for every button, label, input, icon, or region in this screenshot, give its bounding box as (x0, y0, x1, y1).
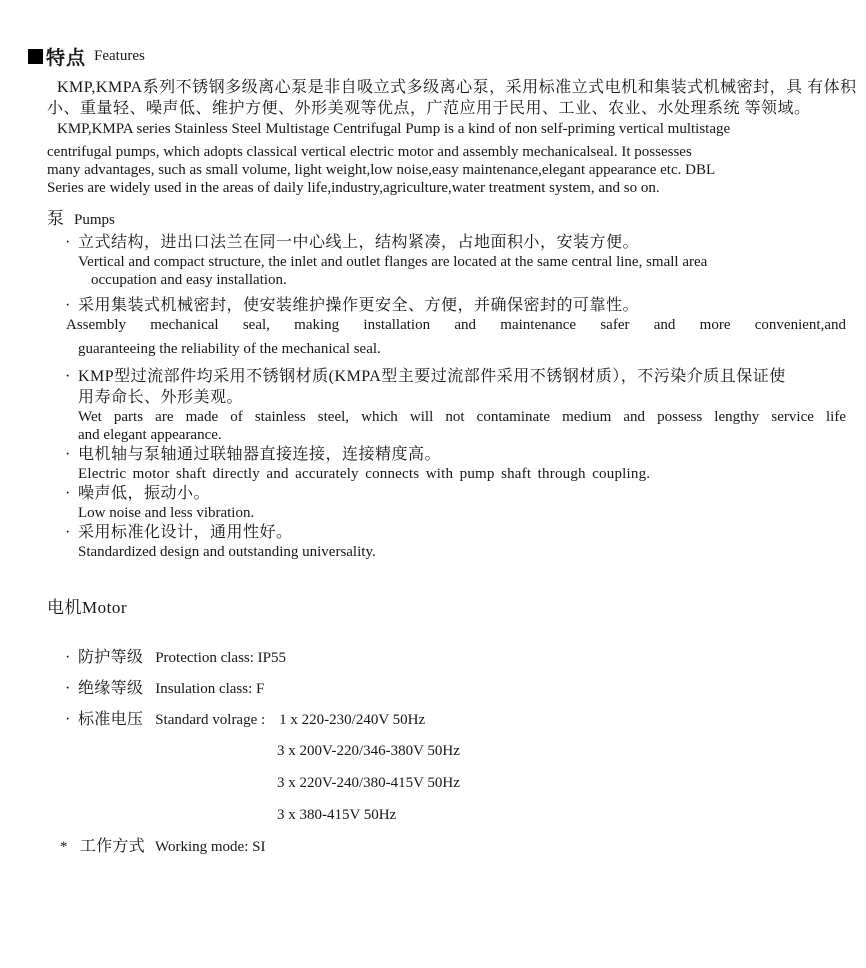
bullet-zh-line: · 电机轴与泵轴通过联轴器直接连接，连接精度高。 (65, 446, 442, 463)
voltage-value: 1 x 220-230/240V 50Hz (279, 712, 426, 728)
pump-bullet-item (47, 522, 846, 561)
bullet-marker: · (65, 524, 71, 541)
bullet-marker: · (65, 234, 71, 251)
intro-en-line: many advantages, such as small volume, light weight,low noise,easy maintenance,elegant appearance etc. DBL (47, 162, 716, 178)
bullet-en-line: Vertical and compact structure, the inlet and outlet flanges are located at the same central line, small area (78, 254, 708, 270)
pumps-title-zh: 泵 (47, 209, 64, 228)
pumps-section-header (47, 204, 846, 226)
bullet-marker: · (65, 711, 71, 728)
intro-zh-line: 小、重量轻、噪声低、维护方便、外形美观等优点，广范应用于民用、工业、农业、水处理系统 等领域。 (47, 100, 811, 117)
voltage-extra-line: 3 x 220V-240/380-415V 50Hz (277, 775, 460, 791)
black-square-marker-icon (28, 49, 43, 64)
bullet-zh-line: · 采用集装式机械密封，使安装维护操作更安全、方便，并确保密封的可靠性。 (65, 297, 640, 314)
spec-label-zh: 绝缘等级 (78, 680, 144, 697)
features-intro-zh (47, 77, 857, 119)
pump-bullet-item (47, 366, 846, 444)
pump-bullet-item (47, 483, 846, 522)
motor-section-header: 电机Motor (47, 598, 127, 617)
spec-label-zh: 标准电压 (78, 711, 144, 728)
bullet-marker: · (65, 297, 71, 314)
bullet-marker: · (65, 649, 71, 666)
working-mode-en: Working mode: SI (155, 839, 266, 855)
pump-bullet-item (47, 232, 846, 289)
intro-en-line: centrifugal pumps, which adopts classical vertical electric motor and assembly mechanicalseal. It possesses (47, 144, 692, 160)
motor-spec-row (47, 648, 846, 668)
bullet-zh-line: · 立式结构，进出口法兰在同一中心线上，结构紧凑，占地面积小，安装方便。 (65, 234, 640, 251)
intro-zh-line: KMP,KMPA系列不锈钢多级离心泵是非自吸立式多级离心泵，采用标准立式电机和集装式机械密封，具 有体积 (57, 79, 857, 96)
bullet-en-line: Wet parts are made of stainless steel, which will not contaminate medium and possess lengthy service life (78, 409, 846, 425)
bullet-zh-line: · KMP型过流部件均采用不锈钢材质(KMPA型主要过流部件采用不锈钢材质），不污染介质且保证使 (65, 368, 786, 385)
bullet-en-line: Electric motor shaft directly and accurately connects with pump shaft through coupling. (78, 466, 651, 482)
pumps-title-en: Pumps (74, 212, 115, 228)
pump-bullet-item (47, 295, 846, 358)
features-intro-en (47, 120, 846, 197)
working-mode-zh: 工作方式 (79, 838, 146, 855)
features-title-en: Features (94, 47, 145, 64)
features-section-header (28, 46, 846, 69)
voltage-extra-line: 3 x 200V-220/346-380V 50Hz (277, 743, 460, 759)
spec-value-en: Protection class: IP55 (155, 650, 287, 666)
document-page (0, 46, 866, 968)
bullet-en-line: Low noise and less vibration. (78, 505, 255, 521)
features-title-zh: 特点 (46, 47, 87, 69)
bullet-en-line: Assembly mechanical seal, making installation and maintenance safer and more convenient,and (66, 317, 846, 333)
working-mode-row (47, 837, 846, 857)
bullet-marker: · (65, 485, 71, 502)
asterisk-marker: * (60, 839, 68, 855)
spec-label-zh: 防护等级 (78, 649, 144, 666)
intro-en-line: Series are widely used in the areas of daily life,industry,agriculture,water treatment system, and so on. (47, 180, 660, 196)
spec-value-en: Standard volrage : (155, 712, 266, 728)
voltage-extra-line: 3 x 380-415V 50Hz (277, 807, 397, 823)
bullet-zh-line: · 采用标准化设计，通用性好。 (65, 524, 293, 541)
spec-value-en: Insulation class: F (155, 681, 265, 697)
bullet-en-line: Standardized design and outstanding universality. (78, 544, 376, 560)
bullet-zh-line: 用寿命长、外形美观。 (78, 389, 244, 406)
bullet-marker: · (65, 446, 71, 463)
motor-spec-row (47, 710, 846, 730)
pump-bullet-item (47, 444, 846, 483)
intro-en-line: KMP,KMPA series Stainless Steel Multistage Centrifugal Pump is a kind of non self-priming vertical multistage (57, 121, 731, 137)
bullet-en-line: guaranteeing the reliability of the mechanical seal. (78, 341, 381, 357)
bullet-en-line: occupation and easy installation. (91, 272, 287, 288)
bullet-zh-line: · 噪声低，振动小。 (65, 485, 211, 502)
pumps-bullet-list (47, 232, 846, 561)
motor-spec-list (47, 648, 846, 825)
bullet-marker: · (65, 368, 71, 385)
bullet-en-line: and elegant appearance. (78, 427, 222, 443)
motor-spec-row (47, 679, 846, 699)
bullet-marker: · (65, 680, 71, 697)
